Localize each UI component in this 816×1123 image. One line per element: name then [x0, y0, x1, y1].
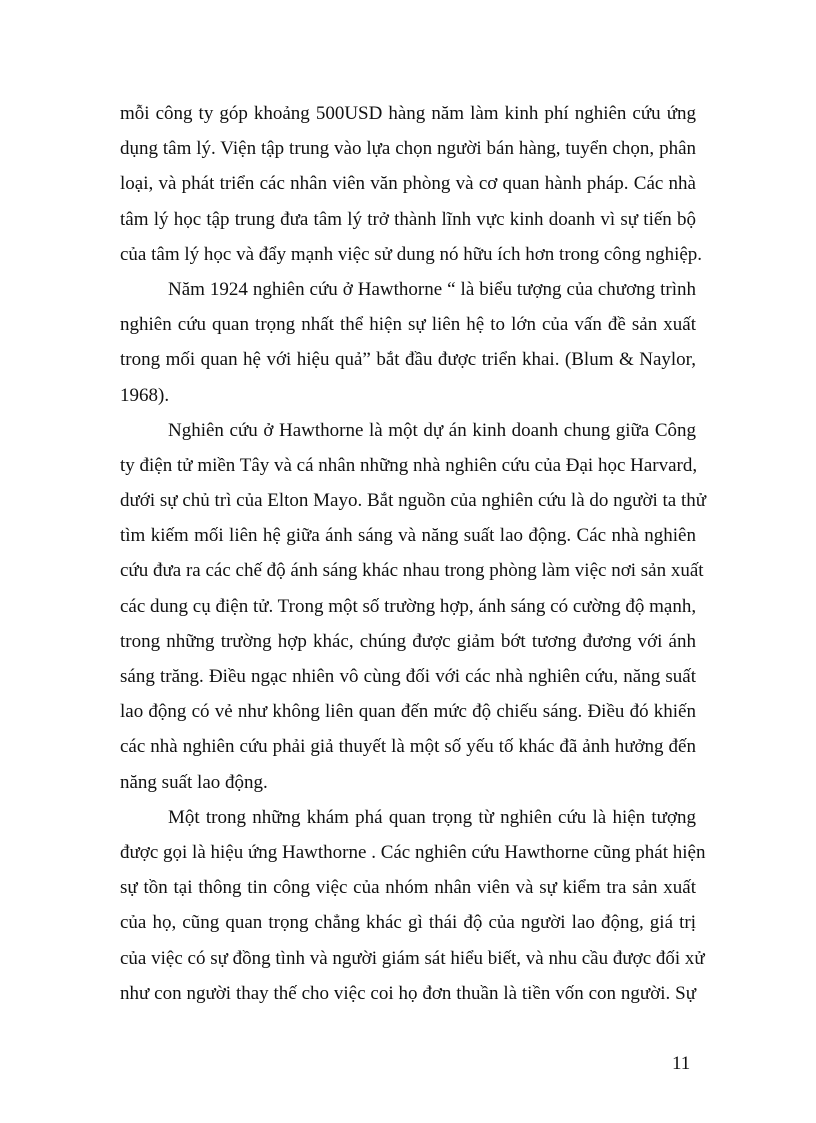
- text-line: năng suất lao động.: [120, 771, 268, 793]
- text-line: các dung cụ điện tử. Trong một số trường hợp, ánh sáng có cường độ mạnh,: [120, 595, 697, 617]
- paragraph-4: [120, 800, 706, 1011]
- text-line: dưới sự chủ trì của Elton Mayo. Bắt nguồn của nghiên cứu là do người ta thử: [120, 490, 707, 512]
- paragraph-1: [120, 96, 703, 272]
- text-line: mỗi công ty góp khoảng 500USD hàng năm làm kinh phí nghiên cứu ứng: [120, 103, 696, 124]
- text-line: sự tồn tại thông tin công việc của nhóm nhân viên và sự kiểm tra sản xuất: [120, 877, 696, 899]
- text-line: trong những trường hợp khác, chúng được giảm bớt tương đương với ánh: [120, 630, 696, 652]
- text-line: loại, và phát triển các nhân viên văn phòng và cơ quan hành pháp. Các nhà: [120, 173, 696, 195]
- text-line: trong mối quan hệ với hiệu quả” bắt đầu được triển khai. (Blum & Naylor,: [120, 349, 696, 371]
- text-line: dụng tâm lý. Viện tập trung vào lựa chọn người bán hàng, tuyển chọn, phân: [120, 138, 696, 160]
- text-line: sáng trăng. Điều ngạc nhiên vô cùng đối với các nhà nghiên cứu, năng suất: [120, 666, 696, 687]
- text-line: lao động có vẻ như không liên quan đến mức độ chiếu sáng. Điều đó khiến: [120, 701, 696, 723]
- page-number: 11: [672, 1053, 691, 1074]
- text-line: các nhà nghiên cứu phải giả thuyết là một số yếu tố khác đã ảnh hưởng đến: [120, 736, 696, 758]
- text-line: 1968).: [120, 384, 170, 406]
- text-line: của việc có sự đồng tình và người giám sát hiểu biết, và nhu cầu được đối xử: [120, 947, 705, 969]
- text-line: như con người thay thế cho việc coi họ đơn thuần là tiền vốn con người. Sự: [120, 982, 696, 1004]
- text-line: Nghiên cứu ở Hawthorne là một dự án kinh doanh chung giữa Công: [168, 419, 696, 441]
- text-line: Năm 1924 nghiên cứu ở Hawthorne “ là biểu tượng của chương trình: [168, 278, 696, 300]
- document-body: [120, 96, 707, 1011]
- text-line: tìm kiếm mối liên hệ giữa ánh sáng và năng suất lao động. Các nhà nghiên: [120, 525, 696, 547]
- text-line: cứu đưa ra các chế độ ánh sáng khác nhau trong phòng làm việc nơi sản xuất: [120, 560, 704, 582]
- text-line: tâm lý học tập trung đưa tâm lý trở thành lĩnh vực kinh doanh vì sự tiến bộ: [120, 208, 696, 230]
- text-line: Một trong những khám phá quan trọng từ nghiên cứu là hiện tượng: [168, 806, 696, 828]
- paragraph-2: [120, 272, 696, 413]
- paragraph-3: [120, 413, 707, 800]
- text-line: nghiên cứu quan trọng nhất thể hiện sự liên hệ to lớn của vấn đề sản xuất: [120, 314, 696, 336]
- text-line: của tâm lý học và đẩy mạnh việc sử dung nó hữu ích hơn trong công nghiệp.: [120, 243, 703, 265]
- text-line: được gọi là hiệu ứng Hawthorne . Các nghiên cứu Hawthorne cũng phát hiện: [120, 841, 706, 863]
- text-line: của họ, cũng quan trọng chẳng khác gì thái độ của người lao động, giá trị: [120, 912, 696, 934]
- text-line: ty điện tử miền Tây và cá nhân những nhà nghiên cứu của Đại học Harvard,: [120, 454, 698, 476]
